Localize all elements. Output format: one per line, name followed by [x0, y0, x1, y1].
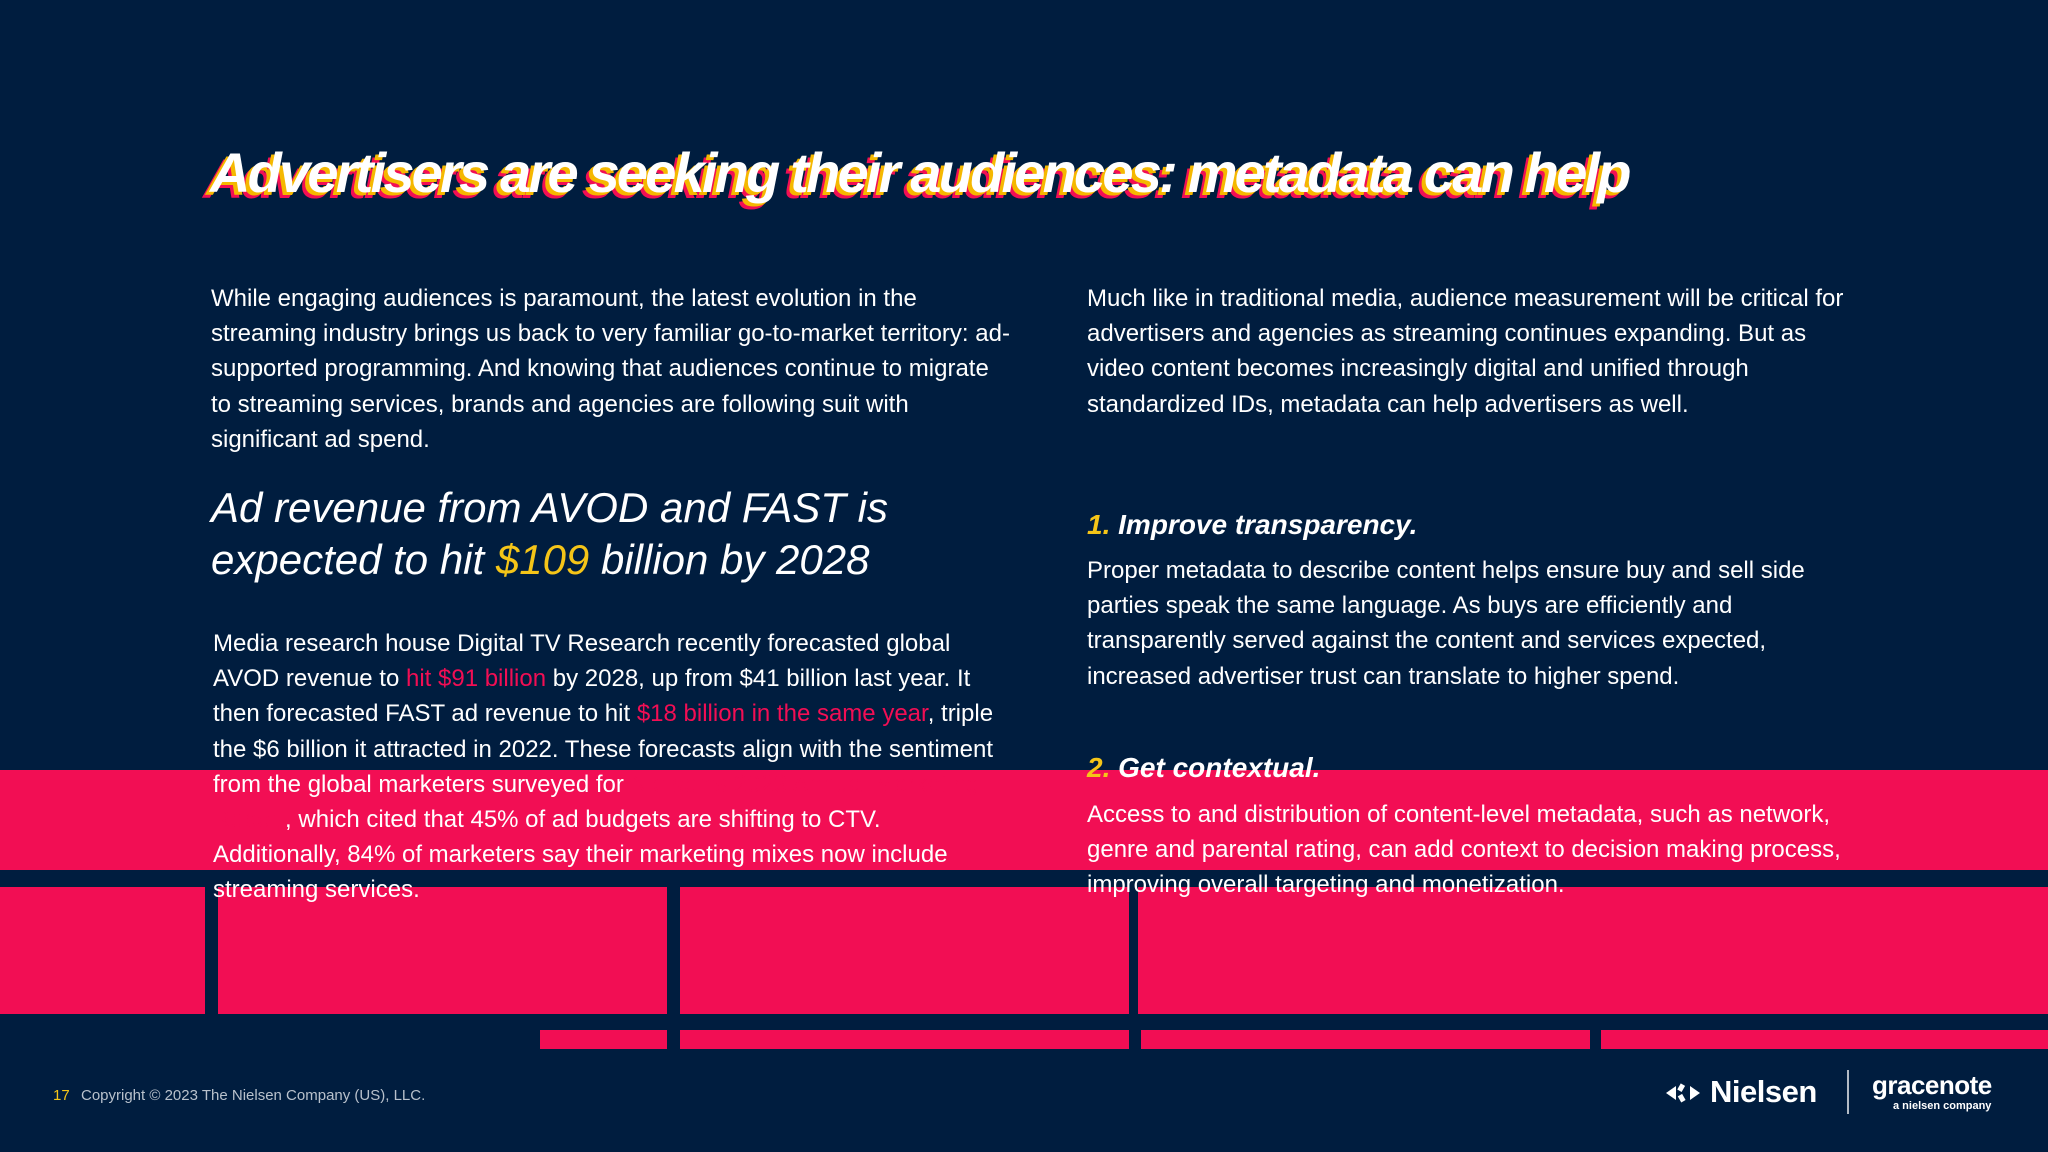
page-title: Advertisers are seeking their audiences: metadata can help: [210, 141, 1629, 204]
point-2-body: Access to and distribution of content-level metadata, such as network, genre and parental rating, can add context to decision making process, improving overall targeting and monetization.: [1087, 801, 1841, 899]
point-2-heading: [1087, 752, 1320, 784]
avod-forecast-link[interactable]: hit $91 billion: [405, 665, 547, 693]
highlight-statement: [211, 482, 1011, 586]
brand-logos: [1660, 1066, 2000, 1122]
nielsen-logo-icon: [1666, 1082, 1706, 1104]
nielsen-logo-text: Nielsen: [1710, 1074, 1817, 1109]
highlight-text-end: billion by 2028: [589, 536, 870, 583]
gracenote-logo-text: gracenote: [1872, 1070, 1992, 1100]
point-2-title: Get contextual.: [1118, 752, 1321, 783]
point-1-title: Improve transparency.: [1118, 509, 1418, 540]
copyright-text: Copyright © 2023 The Nielsen Company (US), LLC.: [81, 1087, 426, 1104]
logo-divider: [1847, 1070, 1849, 1114]
page-number: 17: [53, 1087, 70, 1104]
point-1-heading: [1087, 509, 1417, 541]
gracenote-tagline: a nielsen company: [1893, 1100, 1992, 1112]
point-1-number: 1.: [1087, 509, 1111, 540]
pink-block-1: [0, 887, 205, 1014]
media-text-2: by 2028, up from $41 billion last year. It then forecasted FAST ad revenue to hit: [213, 665, 971, 728]
highlight-text-start: Ad revenue from AVOD and FAST is expected to hit: [211, 484, 888, 583]
pink-strip-1: [540, 1030, 667, 1049]
point-2-number: 2.: [1087, 752, 1111, 783]
fast-forecast-link[interactable]: $18 billion in the same year: [636, 700, 928, 728]
pink-block-4: [1138, 887, 2048, 1014]
right-intro-paragraph: Much like in traditional media, audience measurement will be critical for advertisers and agencies as streaming continues expanding. But as video content becomes increasingly digital and unified through standardized IDs, metadata can help advertisers as well.: [1087, 285, 1844, 418]
marketing-report-link[interactable]: Nielsen's 2023 Annual Marketing Report: [213, 770, 980, 834]
media-text-4: , which cited that 45% of ad budgets are shifting to CTV. Additionally, 84% of marketers say their marketing mixes now include streaming services.: [213, 806, 948, 904]
left-intro-paragraph: While engaging audiences is paramount, the latest evolution in the streaming industry brings us back to very familiar go-to-market territory: ad-supported programming. And knowing that audiences continue to migrate to streaming services, brands and agencies are following suit with significant ad spend.: [211, 285, 1010, 453]
highlight-amount: $109: [495, 536, 590, 583]
pink-strip-3: [1141, 1030, 1590, 1049]
media-text-3: , triple the $6 billion it attracted in 2022. These forecasts align with the sentiment from the global marketers surveyed for: [213, 700, 994, 798]
media-text-1: Media research house Digital TV Research recently forecasted global AVOD revenue to: [213, 630, 951, 693]
pink-strip-4: [1601, 1030, 2048, 1049]
media-research-paragraph: [213, 626, 1013, 908]
point-1-body: Proper metadata to describe content helps ensure buy and sell side parties speak the same language. As buys are efficiently and transparently served against the content and services expected, increased advertiser trust can translate to higher spend.: [1087, 557, 1805, 690]
pink-strip-2: [680, 1030, 1129, 1049]
